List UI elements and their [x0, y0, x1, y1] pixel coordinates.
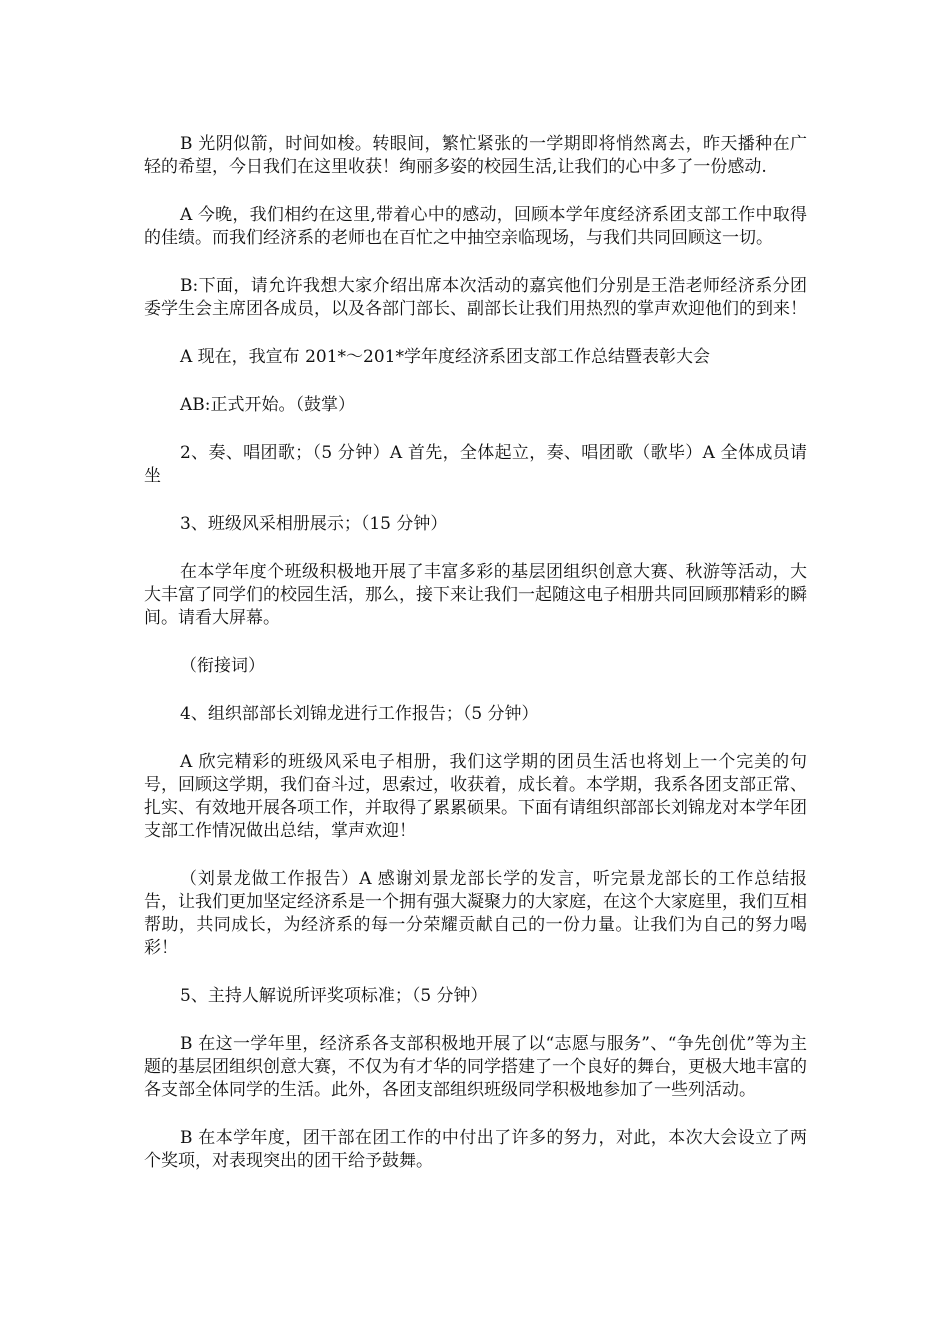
document-body — [144, 133, 807, 1198]
paragraph-item-2-anthem: 2、奏、唱团歌；（5 分钟）A 首先，全体起立，奏、唱团歌（歌毕）A 全体成员请坐 — [144, 443, 807, 486]
paragraph-album-intro: 在本学年度个班级积极地开展了丰富多彩的基层团组织创意大赛、秋游等活动，大大丰富了同学们的校园生活，那么，接下来让我们一起随这电子相册共同回顾那精彩的瞬间。请看大屏幕。 — [144, 562, 807, 628]
paragraph-transition: （衔接词） — [180, 656, 265, 676]
paragraph-item-4-heading: 4、组织部部长刘锦龙进行工作报告；（5 分钟） — [180, 704, 539, 724]
paragraph-report-intro: A 欣完精彩的班级风采电子相册，我们这学期的团员生活也将划上一个完美的句号，回顾这学期，我们奋斗过，思索过，收获着，成长着。本学期，我系各团支部正常、扎实、有效地开展各项工作，并取得了累累硕果。下面有请组织部部长刘锦龙对本学年团支部工作情况做出总结，掌声欢迎！ — [144, 752, 807, 841]
paragraph-activities: B 在这一学年里，经济系各支部积极地开展了以“志愿与服务”、“争先创优”等为主题的基层团组织创意大赛，不仅为有才华的同学搭建了一个良好的舞台，更极大地丰富的各支部全体同学的生活。此外，各团支部组织班级同学积极地参加了一些列活动。 — [144, 1034, 807, 1100]
paragraph-item-5-heading: 5、主持人解说所评奖项标准；（5 分钟） — [180, 986, 488, 1006]
paragraph-opening-a: A 今晚，我们相约在这里,带着心中的感动，回顾本学年度经济系团支部工作中取得的佳绩。而我们经济系的老师也在百忙之中抽空亲临现场，与我们共同回顾这一切。 — [144, 205, 807, 248]
paragraph-opening-b: B 光阴似箭，时间如梭。转眼间，繁忙紧张的一学期即将悄然离去，昨天播种在广轻的希望，今日我们在这里收获！绚丽多姿的校园生活,让我们的心中多了一份感动. — [144, 134, 807, 177]
paragraph-item-3-heading: 3、班级风采相册展示；（15 分钟） — [180, 514, 448, 534]
paragraph-report-thanks: （刘景龙做工作报告）A 感谢刘景龙部长学的发言，听完景龙部长的工作总结报告，让我们更加坚定经济系是一个拥有强大凝聚力的大家庭，在这个大家庭里，我们互相帮助，共同成长，为经济系的每一分荣耀贡献自己的一份力量。让我们为自己的努力喝彩！ — [144, 869, 807, 958]
paragraph-awards: B 在本学年度，团干部在团工作的中付出了许多的努力，对此，本次大会设立了两个奖项，对表现突出的团干给予鼓舞。 — [144, 1128, 807, 1171]
paragraph-announcement: A 现在，我宣布 201*～201*学年度经济系团支部工作总结暨表彰大会 — [180, 347, 710, 367]
paragraph-formal-start: AB:正式开始。（鼓掌） — [180, 395, 355, 415]
paragraph-guest-introduction: B:下面，请允许我想大家介绍出席本次活动的嘉宾他们分别是王浩老师经济系分团委学生会主席团各成员，以及各部门部长、副部长让我们用热烈的掌声欢迎他们的到来！ — [144, 276, 807, 319]
